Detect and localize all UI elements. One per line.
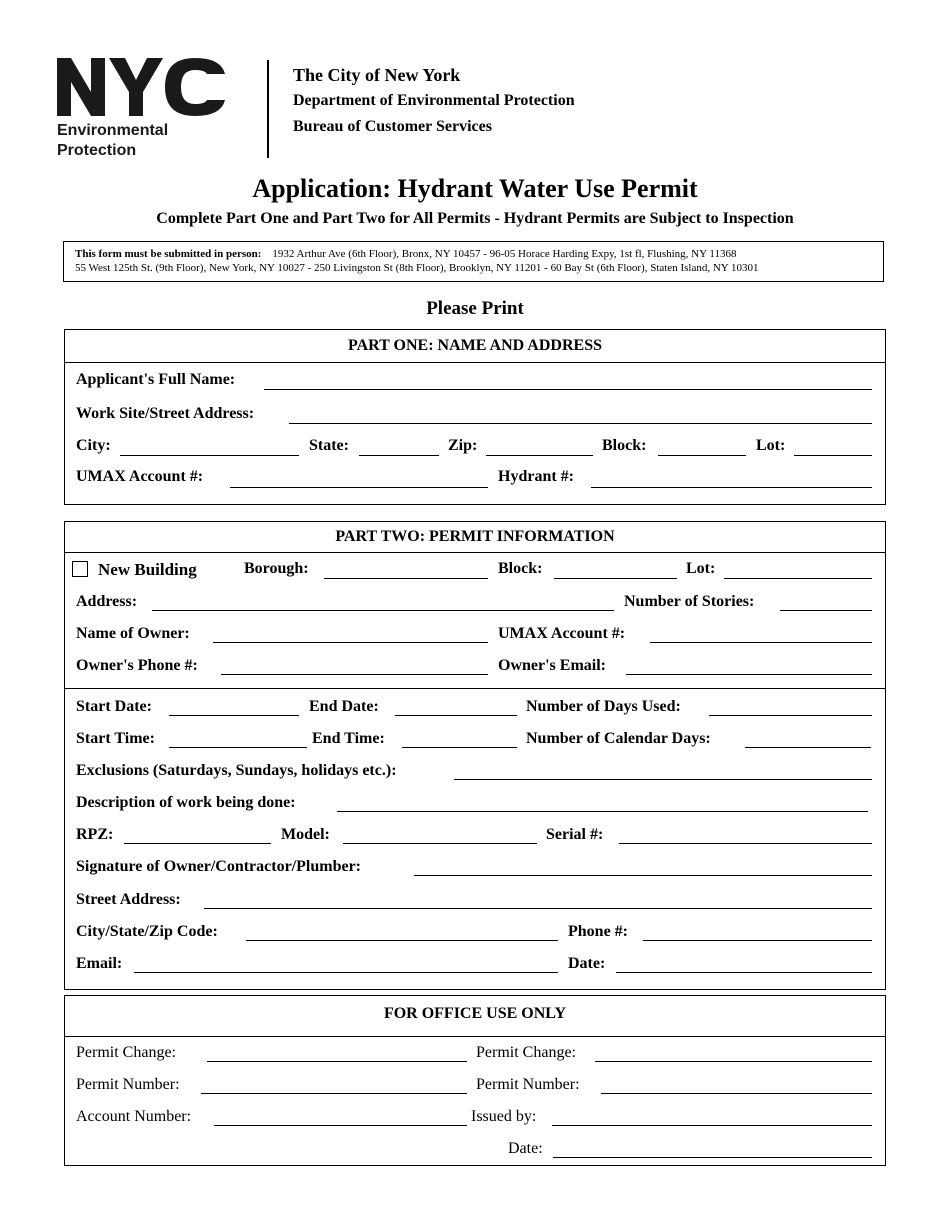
permit-number-2-field[interactable] (601, 1093, 872, 1094)
model-field[interactable] (343, 843, 537, 844)
serial-field[interactable] (619, 843, 872, 844)
pt2-umax-field[interactable] (650, 642, 872, 643)
issued-by-field[interactable] (552, 1125, 872, 1126)
nyc-logo (57, 58, 225, 116)
model-label: Model: (281, 826, 330, 843)
permit-number-1-field[interactable] (201, 1093, 467, 1094)
part-one-heading: PART ONE: NAME AND ADDRESS (65, 330, 885, 363)
office-date-field[interactable] (553, 1157, 872, 1158)
phone-field[interactable] (643, 940, 872, 941)
new-building-checkbox[interactable] (72, 561, 88, 577)
office-use-section (64, 995, 886, 1166)
logo-line-2: Protection (57, 142, 137, 159)
description-label: Description of work being done: (76, 794, 296, 811)
part-two-section (64, 521, 886, 689)
owner-name-label: Name of Owner: (76, 625, 190, 642)
stories-label: Number of Stories: (624, 593, 755, 610)
logo-caption (57, 121, 168, 161)
block-field[interactable] (658, 455, 746, 456)
permit-change-2-label: Permit Change: (476, 1044, 576, 1061)
applicant-name-field[interactable] (264, 389, 872, 390)
submission-address-line-1: 1932 Arthur Ave (6th Floor), Bronx, NY 10457 - 96-05 Horace Harding Expy, 1st fl, Flushing, NY 11368 (272, 248, 737, 260)
lot-label: Lot: (756, 437, 786, 454)
please-print: Please Print (426, 298, 524, 319)
address-field[interactable] (152, 610, 614, 611)
header-divider (267, 60, 269, 158)
submission-line-1 (75, 247, 883, 261)
calendar-days-label: Number of Calendar Days: (526, 730, 711, 747)
owner-email-field[interactable] (626, 674, 872, 675)
permit-number-1-label: Permit Number: (76, 1076, 180, 1093)
zip-label: Zip: (448, 437, 478, 454)
owner-name-field[interactable] (213, 642, 488, 643)
signature-label: Signature of Owner/Contractor/Plumber: (76, 858, 361, 875)
zip-field[interactable] (486, 455, 593, 456)
city-state-zip-label: City/State/Zip Code: (76, 923, 218, 940)
phone-label: Phone #: (568, 923, 628, 940)
issued-by-label: Issued by: (471, 1108, 537, 1125)
address-label: Address: (76, 593, 138, 610)
street-address-field[interactable] (204, 908, 872, 909)
permit-change-1-label: Permit Change: (76, 1044, 176, 1061)
submission-label: This form must be submitted in person: (75, 248, 262, 260)
end-date-label: End Date: (309, 698, 379, 715)
permit-change-2-field[interactable] (595, 1061, 872, 1062)
description-field[interactable] (337, 811, 868, 812)
end-date-field[interactable] (395, 715, 517, 716)
start-date-field[interactable] (169, 715, 299, 716)
signature-field[interactable] (414, 875, 872, 876)
office-date-label: Date: (508, 1140, 543, 1157)
submission-addresses (63, 241, 884, 282)
permit-number-2-label: Permit Number: (476, 1076, 580, 1093)
pt2-lot-label: Lot: (686, 560, 716, 577)
rpz-field[interactable] (124, 843, 271, 844)
borough-label: Borough: (244, 560, 309, 577)
work-site-field[interactable] (289, 423, 872, 424)
city-label: City: (76, 437, 111, 454)
pt2-lot-field[interactable] (724, 578, 872, 579)
department-name: Department of Environmental Protection (293, 92, 575, 109)
umax-field[interactable] (230, 487, 488, 488)
part-two-heading: PART TWO: PERMIT INFORMATION (65, 522, 885, 553)
days-used-field[interactable] (709, 715, 872, 716)
start-time-label: Start Time: (76, 730, 155, 747)
date-field[interactable] (616, 972, 872, 973)
block-label: Block: (602, 437, 647, 454)
stories-field[interactable] (780, 610, 872, 611)
hydrant-field[interactable] (591, 487, 872, 488)
account-number-field[interactable] (214, 1125, 467, 1126)
work-site-label: Work Site/Street Address: (76, 405, 255, 422)
submission-address-line-2: 55 West 125th St. (9th Floor), New York, NY 10027 - 250 Livingston St (8th Floor), Brooklyn, NY 11201 - 60 Bay St (6th Floor), Staten Island, NY 10301 (75, 262, 759, 274)
part-one-section (64, 329, 886, 505)
street-address-label: Street Address: (76, 891, 181, 908)
form-title: Application: Hydrant Water Use Permit (252, 174, 698, 203)
applicant-name-label: Applicant's Full Name: (76, 371, 236, 388)
date-label: Date: (568, 955, 606, 972)
calendar-days-field[interactable] (745, 747, 871, 748)
city-field[interactable] (120, 455, 299, 456)
umax-label: UMAX Account #: (76, 468, 204, 485)
owner-phone-field[interactable] (221, 674, 488, 675)
end-time-field[interactable] (402, 747, 517, 748)
part-two-details-section (64, 688, 886, 990)
city-name: The City of New York (293, 65, 461, 85)
new-building-label: New Building (98, 560, 197, 579)
borough-field[interactable] (324, 578, 488, 579)
pt2-umax-label: UMAX Account #: (498, 625, 626, 642)
email-label: Email: (76, 955, 123, 972)
owner-phone-label: Owner's Phone #: (76, 657, 198, 674)
lot-field[interactable] (794, 455, 872, 456)
bureau-name: Bureau of Customer Services (293, 118, 492, 135)
pt2-block-field[interactable] (554, 578, 677, 579)
office-heading: FOR OFFICE USE ONLY (65, 996, 885, 1037)
form-subtitle: Complete Part One and Part Two for All Permits - Hydrant Permits are Subject to Inspection (156, 210, 794, 227)
start-time-field[interactable] (169, 747, 307, 748)
email-field[interactable] (134, 972, 558, 973)
city-state-zip-field[interactable] (246, 940, 558, 941)
state-field[interactable] (359, 455, 439, 456)
logo-line-1: Environmental (57, 122, 169, 139)
owner-email-label: Owner's Email: (498, 657, 606, 674)
pt2-block-label: Block: (498, 560, 543, 577)
exclusions-field[interactable] (454, 779, 872, 780)
permit-change-1-field[interactable] (207, 1061, 467, 1062)
hydrant-label: Hydrant #: (498, 468, 574, 485)
start-date-label: Start Date: (76, 698, 152, 715)
state-label: State: (309, 437, 349, 454)
serial-label: Serial #: (546, 826, 604, 843)
department-block (293, 62, 575, 140)
end-time-label: End Time: (312, 730, 385, 747)
exclusions-label: Exclusions (Saturdays, Sundays, holidays etc.): (76, 762, 397, 779)
rpz-label: RPZ: (76, 826, 114, 843)
days-used-label: Number of Days Used: (526, 698, 681, 715)
account-number-label: Account Number: (76, 1108, 192, 1125)
